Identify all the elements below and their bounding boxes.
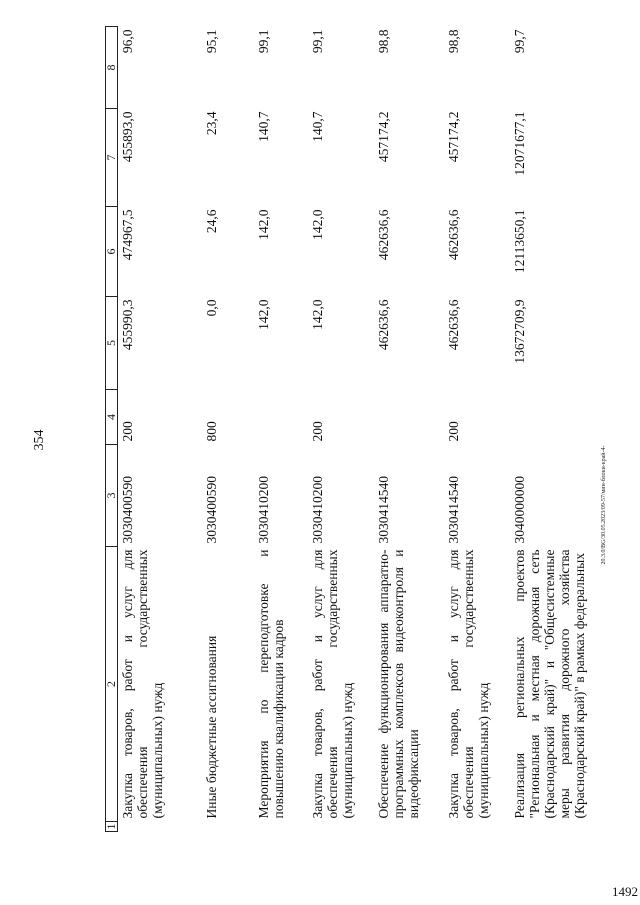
row-type — [510, 390, 624, 445]
row-value-5: 455990,3 — [120, 299, 135, 351]
row-type — [254, 390, 308, 445]
row-type — [374, 390, 444, 445]
row-value-8: 96,0 — [120, 29, 135, 54]
row-name: Мероприятия по переподготовке и повышению квалификации кадров — [256, 549, 286, 819]
row-code: 3030400590 — [204, 476, 219, 544]
row-value-5: 142,0 — [310, 299, 325, 330]
row-name: Обеспечение функционирования аппаратно-программных комплексов видеоконтроля и видеофиксации — [376, 549, 421, 819]
page-number: 354 — [32, 429, 47, 451]
row-value-6: 462636,6 — [446, 209, 461, 261]
table-row — [444, 27, 510, 832]
header-cell: 8 — [106, 27, 118, 109]
header-cell: 2 — [106, 547, 118, 822]
row-value-6: 12113650,1 — [512, 209, 527, 274]
row-value-6: 462636,6 — [376, 209, 391, 261]
row-name: Закупка товаров, работ и услуг для обеспечения государственных (муниципальных) нужд — [446, 549, 491, 819]
row-code: 3030410200 — [310, 476, 325, 544]
row-value-8: 95,1 — [204, 29, 219, 54]
row-type: 200 — [446, 421, 461, 442]
row-value-7: 455893,0 — [120, 111, 135, 163]
row-value-6: 142,0 — [256, 209, 271, 240]
row-value-8: 98,8 — [376, 29, 391, 54]
budget-table-rotated — [105, 27, 600, 832]
row-value-6: 142,0 — [310, 209, 325, 240]
header-cell: 3 — [106, 445, 118, 547]
document-stamp-text: 20.3.0/BG/30.05.2023/09-57/мин-блоки-край-4- — [601, 445, 607, 565]
row-type: 800 — [204, 421, 219, 442]
row-name: Закупка товаров, работ и услуг для обеспечения государственных (муниципальных) нужд — [310, 549, 355, 819]
row-value-6: 24,6 — [204, 209, 219, 234]
table-row — [510, 27, 624, 832]
row-value-7: 457174,2 — [376, 111, 391, 163]
row-code: 3030414540 — [376, 476, 391, 544]
table-row — [202, 27, 254, 832]
row-value-5: 13672709,9 — [512, 299, 527, 364]
header-cell: 7 — [106, 109, 118, 207]
table-row — [254, 27, 308, 832]
row-value-8: 99,1 — [310, 29, 325, 54]
header-cell: 6 — [106, 207, 118, 297]
row-value-5: 142,0 — [256, 299, 271, 330]
row-type: 200 — [310, 421, 325, 442]
row-value-7: 12071677,1 — [512, 111, 527, 176]
row-name: Реализация региональных проектов "Региональная и местная дорожная сеть (Краснодарский край)" и "Общесистемные меры развития дорожного хозяйства (Краснодарский край)" в рамках федеральных — [512, 549, 587, 819]
row-value-5: 462636,6 — [376, 299, 391, 351]
row-code: 3030400590 — [120, 476, 135, 544]
header-cell: 4 — [106, 390, 118, 445]
row-code: 3030414540 — [446, 476, 461, 544]
row-value-8: 98,8 — [446, 29, 461, 54]
row-value-7: 457174,2 — [446, 111, 461, 163]
row-value-8: 99,1 — [256, 29, 271, 54]
row-code: 3030410200 — [256, 476, 271, 544]
row-value-5: 0,0 — [204, 299, 219, 317]
header-cell: 1 — [104, 823, 118, 830]
row-name: Закупка товаров, работ и услуг для обеспечения государственных (муниципальных) нужд — [120, 549, 165, 819]
budget-table — [105, 26, 624, 832]
row-value-7: 23,4 — [204, 111, 219, 136]
row-value-6: 474967,5 — [120, 209, 135, 261]
table-row — [118, 27, 203, 832]
footer-page-number: 1492 — [612, 884, 638, 899]
row-code: 3040000000 — [512, 476, 527, 544]
table-row — [374, 27, 444, 832]
row-type: 200 — [120, 421, 135, 442]
row-name: Иные бюджетные ассигнования — [204, 635, 219, 819]
table-header-row — [106, 27, 118, 832]
table-row — [308, 27, 374, 832]
row-value-8: 99,7 — [512, 29, 527, 54]
row-value-7: 140,7 — [256, 111, 271, 142]
row-value-7: 140,7 — [310, 111, 325, 142]
row-value-5: 462636,6 — [446, 299, 461, 351]
header-cell: 5 — [106, 297, 118, 390]
